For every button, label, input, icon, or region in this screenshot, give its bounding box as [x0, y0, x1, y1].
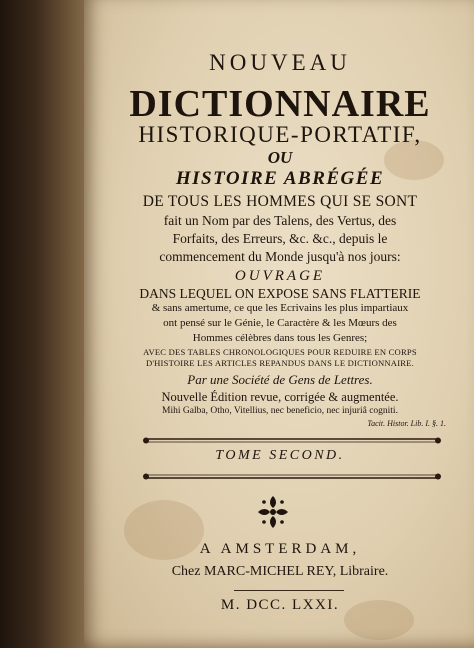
imprint-publisher: Chez MARC-MICHEL REY, Libraire. — [171, 564, 389, 579]
epigraph-quote: Mihi Galba, Otho, Vitellius, nec beneficio, nec injuriâ cogniti. — [162, 406, 398, 416]
title-historique: HISTORIQUE-PORTATIF, — [138, 122, 422, 147]
tables-line: D'HISTOIRE LES ARTICLES REPANDUS DANS LE DICTIONNAIRE. — [146, 358, 414, 368]
description-line: Forfaits, des Erreurs, &c. &c., depuis le — [172, 231, 388, 246]
binding-shadow — [0, 0, 90, 648]
double-rule-ornament-icon — [142, 437, 442, 444]
title-dictionnaire: DICTIONNAIRE — [129, 83, 431, 125]
dans-lequel-line: DANS LEQUEL ON EXPOSE SANS FLATTERIE — [139, 286, 421, 301]
title-page — [84, 0, 474, 648]
description-small-line: Hommes célèbres dans tous les Genres; — [192, 332, 368, 344]
epigraph-citation: Tacit. Histor. Lib. I. §. 1. — [367, 419, 446, 428]
description-small-line: ont pensé sur le Génie, le Caractère & les Mœurs des — [163, 317, 397, 329]
description-line: commencement du Monde jusqu'à nos jours: — [159, 249, 401, 264]
fleuron-ornament-icon — [256, 494, 290, 530]
title-nouveau: NOUVEAU — [209, 50, 351, 75]
tables-line: AVEC DES TABLES CHRONOLOGIQUES POUR REDUIRE EN CORPS — [143, 347, 417, 357]
subtitle-de-tous: DE TOUS LES HOMMES QUI SE SONT — [142, 193, 418, 210]
double-rule-ornament-icon — [142, 473, 442, 480]
ouvrage-heading: OUVRAGE — [234, 268, 326, 284]
description-line: fait un Nom par des Talens, des Vertus, des — [163, 213, 397, 228]
subtitle-histoire: HISTOIRE ABRÉGÉE — [175, 168, 385, 189]
author-line: Par une Société de Gens de Lettres. — [187, 372, 373, 387]
description-small-line: & sans amertume, ce que les Ecrivains les plus impartiaux — [151, 302, 409, 314]
short-rule — [234, 590, 344, 591]
volume-label: TOME SECOND. — [215, 448, 345, 463]
title-ou: OU — [267, 148, 293, 167]
imprint-city: A AMSTERDAM, — [199, 541, 361, 557]
edition-line: Nouvelle Édition revue, corrigée & augmentée. — [161, 390, 399, 404]
imprint-date: M. DCC. LXXI. — [220, 597, 340, 613]
